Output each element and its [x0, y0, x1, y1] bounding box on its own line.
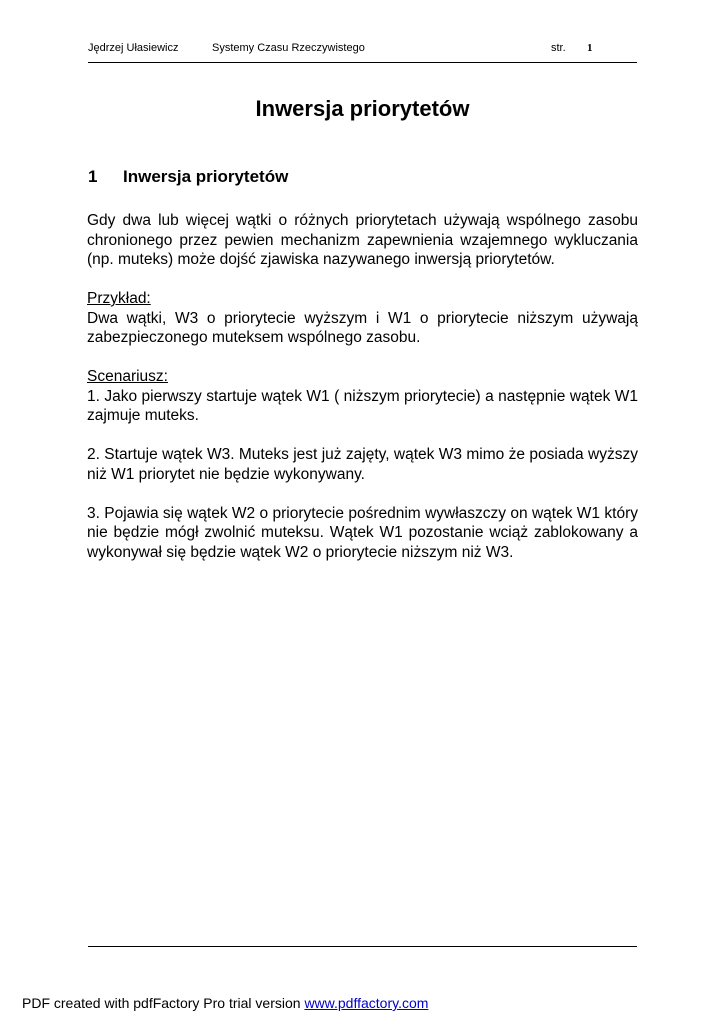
- pdffactory-link[interactable]: www.pdffactory.com: [304, 995, 429, 1011]
- example-paragraph: [87, 289, 638, 348]
- header-course: Systemy Czasu Rzeczywistego: [212, 42, 365, 54]
- document-body: [87, 211, 638, 582]
- page-header: [88, 42, 637, 63]
- scenario-paragraph: [87, 367, 638, 426]
- scenario-label: Scenariusz:: [87, 368, 168, 385]
- example-label: Przykład:: [87, 290, 151, 307]
- section-number: 1: [88, 167, 98, 186]
- scenario-step-3: 3. Pojawia się wątek W2 o priorytecie pośrednim wywłaszczy on wątek W1 który nie będzie mógł zwolnić muteksu. Wątek W1 pozostanie wciąż zablokowany a wykonywał się będzie wątek W2 o priorytecie niższym niż W3.: [87, 504, 638, 561]
- scenario-step-2: 2. Startuje wątek W3. Muteks jest już zajęty, wątek W3 mimo że posiada wyższy niż W1 priorytet nie będzie wykonywany.: [87, 446, 638, 483]
- section-heading: [88, 167, 288, 187]
- pdf-watermark: [22, 995, 428, 1011]
- scenario-step-1: 1. Jako pierwszy startuje wątek W1 ( niższym priorytecie) a następnie wątek W1 zajmuje muteks.: [87, 387, 638, 424]
- example-text: Dwa wątki, W3 o priorytecie wyższym i W1 o priorytecie niższym używają zabezpieczonego muteksem wspólnego zasobu.: [87, 309, 638, 346]
- document-title: Inwersja priorytetów: [255, 96, 470, 121]
- pdf-note-text: PDF created with pdfFactory Pro trial version: [22, 995, 305, 1011]
- header-page-label: str.: [551, 42, 566, 54]
- footer-divider: [88, 946, 637, 947]
- section-title: Inwersja priorytetów: [123, 167, 289, 186]
- header-author: Jędrzej Ułasiewicz: [88, 42, 179, 54]
- header-page-number: 1: [587, 42, 593, 54]
- intro-paragraph: Gdy dwa lub więcej wątki o różnych priorytetach używają wspólnego zasobu chronionego przez pewien mechanizm zapewnienia wzajemnego wykluczania (np. muteks) może dojść zjawiska nazywanego inwersją priorytetów.: [87, 212, 638, 268]
